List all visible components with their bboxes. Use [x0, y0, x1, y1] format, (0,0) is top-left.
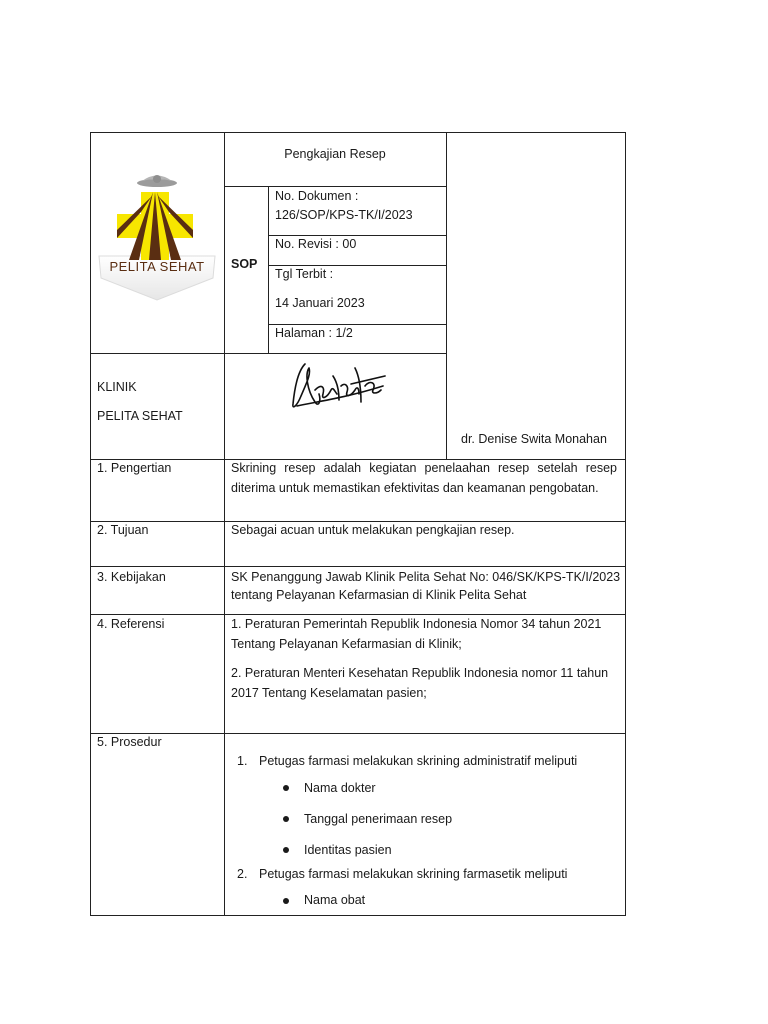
row-line-referensi	[90, 733, 626, 734]
table-divider-sop	[268, 186, 269, 353]
halaman: Halaman : 1/2	[275, 326, 353, 340]
document-title: Pengkajian Resep	[284, 147, 386, 161]
no-dokumen-label: No. Dokumen :	[275, 189, 359, 203]
tgl-terbit-value: 14 Januari 2023	[275, 296, 365, 310]
kebijakan-line-1: SK Penanggung Jawab Klinik Pelita Sehat No: 046/SK/KPS-TK/I/2023	[231, 570, 621, 584]
prosedur-step-1-bullet-1: Nama dokter	[304, 781, 376, 795]
referensi-item-2: 2. Peraturan Menteri Kesehatan Republik Indonesia nomor 11 tahun 2017 Tentang Keselamatan pasien;	[231, 666, 609, 700]
sop-label: SOP	[231, 257, 258, 271]
table-border-left	[90, 132, 91, 916]
bullet-icon	[283, 898, 289, 904]
prosedur-step-2: Petugas farmasi melakukan skrining farmasetik meliputi	[259, 867, 568, 881]
table-border-bottom	[90, 915, 626, 916]
pengertian-line-2: diterima untuk memastikan efektivitas dan keamanan pengobatan.	[231, 481, 599, 495]
bullet-icon	[283, 816, 289, 822]
signature	[285, 356, 395, 416]
section-label-referensi: 4. Referensi	[97, 617, 165, 631]
section-label-tujuan: 2. Tujuan	[97, 523, 149, 537]
klinik-label: KLINIK	[97, 380, 137, 394]
prosedur-step-2-bullet-1: Nama obat	[304, 893, 366, 907]
no-dokumen-value: 126/SOP/KPS-TK/I/2023	[275, 208, 413, 222]
klinik-name: PELITA SEHAT	[97, 409, 183, 423]
tgl-terbit-label: Tgl Terbit :	[275, 267, 334, 281]
table-divider-signature	[446, 132, 447, 460]
section-label-prosedur: 5. Prosedur	[97, 735, 162, 749]
signatory-name: dr. Denise Swita Monahan	[461, 432, 607, 446]
bullet-icon	[283, 785, 289, 791]
pengertian-line-1: Skrining resep adalah kegiatan penelaahan resep setelah resep	[231, 461, 617, 475]
tujuan-text: Sebagai acuan untuk melakukan pengkajian resep.	[231, 523, 515, 537]
section-label-pengertian: 1. Pengertian	[97, 461, 172, 475]
table-border-top	[90, 132, 626, 133]
row-line-header	[90, 353, 446, 354]
logo-text: PELITA SEHAT	[109, 259, 205, 274]
section-label-kebijakan: 3. Kebijakan	[97, 570, 166, 584]
kebijakan-line-2: tentang Pelayanan Kefarmasian di Klinik Pelita Sehat	[231, 588, 527, 602]
table-divider-label	[224, 132, 225, 916]
no-revisi: No. Revisi : 00	[275, 237, 357, 251]
prosedur-step-1-bullet-2: Tanggal penerimaan resep	[304, 812, 453, 826]
prosedur-step-1-num: 1.	[237, 754, 248, 768]
pelita-sehat-logo	[95, 170, 219, 305]
bullet-icon	[283, 847, 289, 853]
referensi-item-1: 1. Peraturan Pemerintah Republik Indonesia Nomor 34 tahun 2021 Tentang Pelayanan Kefarmasian di Klinik;	[231, 617, 602, 651]
prosedur-step-1-bullet-3: Identitas pasien	[304, 843, 392, 857]
prosedur-step-2-num: 2.	[237, 867, 248, 881]
prosedur-step-1: Petugas farmasi melakukan skrining administratif meliputi	[259, 754, 578, 768]
table-border-right	[625, 132, 626, 916]
pelita-sehat-logo-graphic	[95, 170, 219, 305]
